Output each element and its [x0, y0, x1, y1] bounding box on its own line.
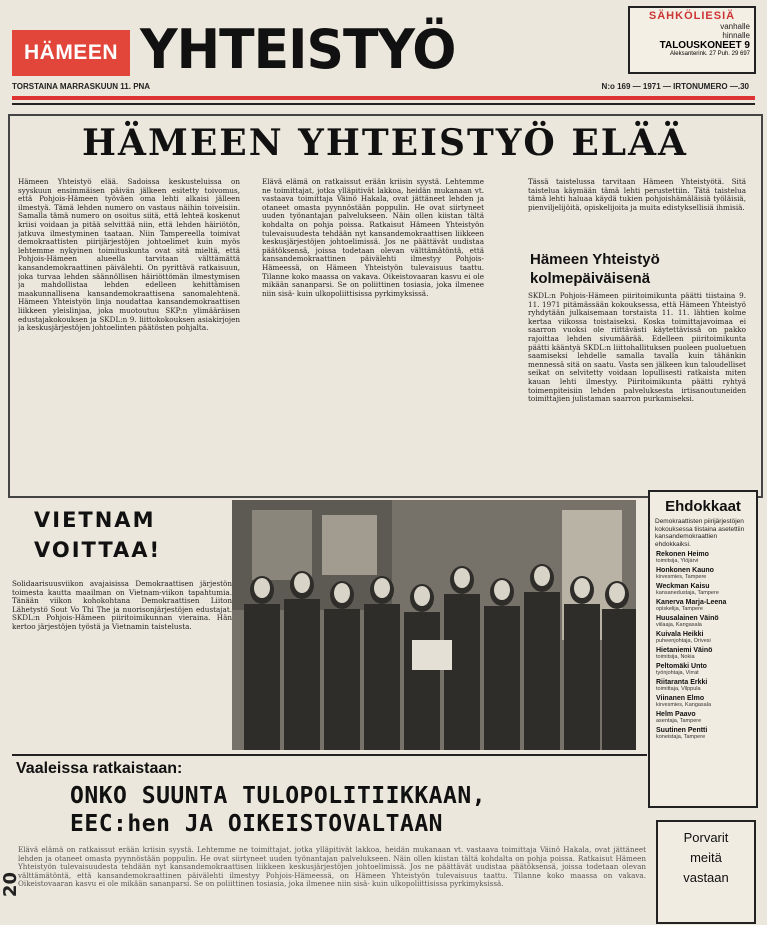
masthead-rule-2 [12, 103, 755, 105]
candidate-name: Peltomäki Unto [656, 663, 707, 670]
ad-line-1: vanhalle [720, 22, 750, 31]
candidate-item [656, 711, 750, 724]
candidate-name: Rekonen Heimo [656, 551, 709, 558]
candidate-name: Helm Paavo [656, 711, 696, 718]
candidate-role: puheenjohtaja, Orivesi [656, 638, 711, 644]
article-column-3b: SKDL:n Pohjois-Hämeen piiritoimikunta päätti tiistaina 9. 11. 1971 pitämässään kokouksessa, että Hämeen Yhteistyö ryhdytään julkaisemaan torstaista 11. 11. lähtien kolme kertaa viikossa toistaiseksi. Koska toimittajavoimaa ei saarron vuoksi ole riittävästi käytettävissä on pakko rajoittaa lehden sivumäärää. Edelleen piiritoimikunta päätti kääntyä SKDL:n liittohallituksen puoleen puoluetuen saamiseksi lehdelle samalla tavalla kuin tähänkin mennessä sitä on saatu. Vasta sen jälkeen kun taloudelliset seikat on selvitetty voidaan lopullisesti ratkaista miten kauan lehti ilmestyy. Piiritoimikunta päätti ryhtyä toimenpiteisiin lehden palveluksesta irtisanoutuneiden toimittajien julistaman saarron purkamiseksi. [528, 292, 746, 404]
ad-address: Aleksanterink. 27 Puh. 29 697 [669, 51, 750, 57]
candidate-role: kirvesmies, Kangasala [656, 702, 712, 708]
candidate-role: kirvesmies, Tampere [656, 574, 707, 580]
candidate-name: Riitaranta Erkki [656, 679, 708, 686]
porvarit-line-1: Porvarit [683, 830, 729, 845]
vietnam-headline [34, 505, 161, 565]
vietnam-line-1: VIETNAM [34, 508, 156, 532]
issue-date: TORSTAINA MARRASKUUN 11. PNA [12, 82, 151, 91]
candidate-name: Kuivala Heikki [656, 631, 704, 638]
candidate-role: toimitsija, Ylöjärvi [656, 558, 699, 564]
candidate-item [656, 631, 750, 644]
article-column-1: Hämeen Yhteistyö elää. Sadoissa keskusteluissa on syyskuun ensimmäisen päivän jälkeen esitetty toivomus, että Pohjois-Hämeen työväen oma lehti alkaisi jälleen ilmestyä. Tämä lehden numero on vastaus näihin toiveisiin. Samalla tämä numero on osoitus siitä, että lehteä koskenut kriisi voidaan ja pitää selvittää niin, että lehden häiriötön, jatkuva ilmestyminen taataan. Niin Tampereella toimivat demokraattisten piirijärjestöjen johtoelimet kuin myös lehtemme nykyinen toimituskunta ovat sitä mieltä, että Pohjois-Hämeen alueella tarvitaan välttämättä kansandemokraattinen päivälehti. On pyrittävä ratkaisuun, joka turvaa lehden säännöllisen häiriöttömän ilmestymisen ja mahdollistaa lehden edelleen kehittämisen maakunnallisena kansandemokraattisena sanomalehtenä. Hämeen Yhteistyön linja noudattaa kansandemokraattisen liikkeen yleislinjaa, joka muotoutuu SKP:n ylimääräisen edustajakokouksen ja SKDL:n 9. liittokokouksen asiakirjojen ja keskusjärjestöjen johtoelinten päätösten pohjalta. [18, 178, 240, 333]
candidate-name: Viinanen Elmo [656, 695, 705, 702]
candidate-name: Suutinen Pentti [656, 727, 708, 734]
candidate-item [656, 647, 750, 660]
candidate-item [656, 583, 750, 596]
section-rule [12, 754, 647, 756]
issue-number: N:o 169 — 1971 — IRTONUMERO —.30 [601, 82, 749, 91]
lead-headline: HÄMEEN YHTEISTYÖ ELÄÄ [82, 122, 688, 164]
candidate-item [656, 679, 750, 692]
porvarit-line-2: meitä [690, 850, 722, 865]
candidate-role: toimittaja, Vilppula [656, 686, 701, 692]
porvarit-box [656, 820, 756, 924]
candidate-name: Hietaniemi Väinö [656, 647, 713, 654]
candidate-item [656, 663, 750, 676]
candidate-role: opiskelija, Tampere [656, 606, 703, 612]
election-kicker: Vaaleissa ratkaistaan: [16, 760, 183, 777]
candidate-role: toimitsija, Nokia [656, 654, 695, 660]
election-headline [70, 782, 486, 838]
ad-brand: TALOUSKONEET 9 [659, 40, 750, 51]
article-column-3: Tässä taistelussa tarvitaan Hämeen Yhteistyötä. Sitä taistelua käymään tämä lehti perustettiin. Tätä taistelua tämä lehti haluaa käydä tukien pohjoishämäläisiä työläisiä, pienviljelijöitä, opiskelijoita ja muita edistyksellisiä ihmisiä. [528, 178, 746, 212]
group-photo-graphic [232, 500, 636, 750]
election-headline-line-2: EEC:hen JA OIKEISTOVALTAAN [70, 811, 444, 837]
candidate-item [656, 695, 750, 708]
vietnam-article: Solidaarisuusviikon avajaisissa Demokraattisen järjestön toimesta kautta maailman on Vietnam-viikon tapahtumia. Tänään viikon kohokohtana Demokraattisen Liiton Lähetystö Sout Vo Thi The ja nuorisonjärjestöjen edustajat. SKDL:n Pohjois-Hämeen piiritoimikunnan vieraina. Hän kertoo järjestöjen työstä ja Vietnamin taistelusta. [12, 580, 232, 631]
porvarit-line-3: vastaan [683, 870, 729, 885]
candidates-list [650, 551, 756, 740]
candidate-item [656, 727, 750, 740]
region-banner: HÄMEEN [12, 30, 130, 76]
subhead-kolmepaivaisena: Hämeen Yhteistyö kolmepäiväisenä [530, 251, 660, 287]
ad-heading: SÄHKÖLIESIÄ [648, 10, 736, 22]
candidates-title: Ehdokkaat [665, 498, 741, 515]
vietnam-line-2: VOITTAA! [34, 538, 162, 562]
page-corner-number: 20 [0, 872, 21, 898]
candidate-name: Weckman Kaisu [656, 583, 710, 590]
candidates-intro: Demokraattisten piirijärjestöjen kokouksessa tiistaina asetettiin kansandemokraattien ehdokkaiksi. [655, 518, 745, 548]
candidates-box [648, 490, 758, 808]
candidate-name: Kanerva Marja-Leena [656, 599, 727, 606]
ad-line-2: hinnalle [722, 31, 750, 40]
candidate-item [656, 567, 750, 580]
newspaper-title: YHTEISTYÖ [140, 18, 456, 82]
election-article: Elävä elämä on ratkaissut erään kriisin syystä. Lehtemme ne toimittajat, jotka ylläpitivät lakkoa, heidän mukanaan vt. vastaava toimittaja Väinö Hakala, ovat jättäneet lehden ja otaneet omasta pyynnöstään poppulin. He ovat siirtyneet uuden työnantajan palvelukseen. Näin ollen kiistan tältä kohdalta on pohja poissa. Ratkaisut Hämeen Yhteistyön tulevaisuudesta tehdään nyt kansandemokraattisen liikkeen keskusjärjestöjen johtoelimissä. Jos ne päättävät uudistaa päätöksensä, joissa todetaan olevan välttämätöntä, että kansandemokraattinen päivälehti ilmestyy Pohjois-Hämeessä, on Hämeen Yhteistyön tulevaisuus taattu. Tilanne koko maassa on vakava. Oikeistovaaran kasvu ei ole mikään sananparsi. Se on poliittinen tosiasia, joka ilmenee niin sisä- kuin ulkopoliittisissa pyrkimyksissä. [18, 846, 646, 889]
candidate-role: asentaja, Tampere [656, 718, 702, 724]
masthead-rule [12, 96, 755, 100]
candidate-item [656, 551, 750, 564]
candidate-role: koneistaja, Tampere [656, 734, 706, 740]
election-headline-line-1: ONKO SUUNTA TULOPOLITIIKKAAN, [70, 783, 487, 809]
candidate-item [656, 615, 750, 628]
candidate-name: Huusalainen Väinö [656, 615, 719, 622]
article-column-2: Elävä elämä on ratkaissut erään kriisin syystä. Lehtemme ne toimittajat, jotka ylläpitivät lakkoa, heidän mukanaan vt. vastaava toimittaja Väinö Hakala, ovat jättäneet lehden ja otaneet omasta pyynnöstään poppulin. He ovat siirtyneet uuden työnantajan palvelukseen. Näin ollen kiistan tältä kohdalta on pohja poissa. Ratkaisut Hämeen Yhteistyön tulevaisuudesta tehdään nyt kansandemokraattisen liikkeen keskusjärjestöjen johtoelimissä. Jos ne päättävät uudistaa päätöksensä, joissa todetaan olevan välttämätöntä, että kansandemokraattinen päivälehti ilmestyy Pohjois-Hämeessä, on Hämeen Yhteistyön tulevaisuus taattu. Tilanne koko maassa on vakava. Oikeistovaaran kasvu ei ole mikään sananparsi. Se on poliittinen tosiasia, joka ilmenee niin sisä- kuin ulkopoliittisissa pyrkimyksissä. [262, 178, 484, 298]
candidate-item [656, 599, 750, 612]
candidate-role: työnjohtaja, Virrat [656, 670, 699, 676]
candidate-role: viilaaja, Kangasala [656, 622, 702, 628]
group-photo [232, 500, 636, 750]
candidate-name: Honkonen Kauno [656, 567, 714, 574]
candidate-role: kansanedustaja, Tampere [656, 590, 719, 596]
advertisement-box [628, 6, 756, 74]
